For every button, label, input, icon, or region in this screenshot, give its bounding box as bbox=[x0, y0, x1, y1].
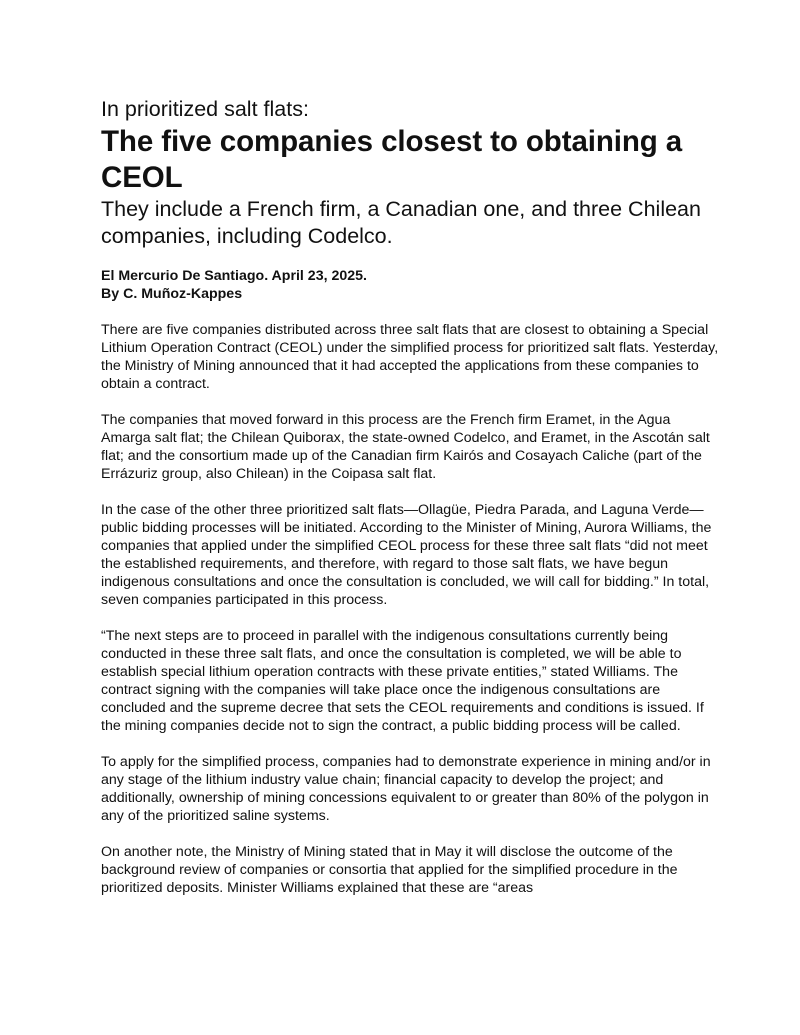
byline bbox=[101, 267, 721, 303]
paragraph: To apply for the simplified process, companies had to demonstrate experience in mining and/or in any stage of the lithium industry value chain; financial capacity to develop the project; and additionally, ownership of mining concessions equivalent to or greater than 80% of the polygon in any of the prioritized saline systems. bbox=[101, 754, 711, 824]
paragraph: In the case of the other three prioritized salt flats—Ollagüe, Piedra Parada, and Laguna Verde—public bidding processes will be initiated. According to the Minister of Mining, Aurora Williams, the companies that applied under the simplified CEOL process for these three salt flats “did not meet the established requirements, and therefore, with regard to those salt flats, we have begun indigenous consultations and once the consultation is concluded, we will call for bidding.” In total, seven companies participated in this process. bbox=[101, 502, 712, 608]
article-kicker: In prioritized salt flats: bbox=[101, 97, 309, 121]
author-line: By C. Muñoz-Kappes bbox=[101, 286, 243, 302]
paragraph: On another note, the Ministry of Mining stated that in May it will disclose the outcome of the background review of companies or consortia that applied for the simplified procedure in the prioritized deposits. Minister Williams explained that these are “areas bbox=[101, 844, 678, 896]
article bbox=[101, 96, 721, 915]
paragraph: “The next steps are to proceed in parallel with the indigenous consultations currently being conducted in these three salt flats, and once the consultation is completed, we will be able to establish special lithium operation contracts with these private entities,” stated Williams. The contract signing with the companies will take place once the indigenous consultations are concluded and the supreme decree that sets the CEOL requirements and conditions is issued. If the mining companies decide not to sign the contract, a public bidding process will be called. bbox=[101, 628, 704, 734]
paragraph: There are five companies distributed across three salt flats that are closest to obtaining a Special Lithium Operation Contract (CEOL) under the simplified process for prioritized salt flats. Yesterday, the Ministry of Mining announced that it had accepted the applications from these companies to obtain a contract. bbox=[101, 322, 719, 392]
article-subheadline: They include a French firm, a Canadian one, and three Chilean companies, including Codelco. bbox=[101, 197, 701, 248]
source-line: El Mercurio De Santiago. April 23, 2025. bbox=[101, 268, 367, 284]
article-body bbox=[101, 321, 721, 897]
paragraph: The companies that moved forward in this process are the French firm Eramet, in the Agua Amarga salt flat; the Chilean Quiborax, the state-owned Codelco, and Eramet, in the Ascotán salt flat; and the consortium made up of the Canadian firm Kairós and Cosayach Caliche (part of the Errázuriz group, also Chilean) in the Coipasa salt flat. bbox=[101, 412, 710, 482]
article-headline: The five companies closest to obtaining a CEOL bbox=[101, 125, 683, 194]
